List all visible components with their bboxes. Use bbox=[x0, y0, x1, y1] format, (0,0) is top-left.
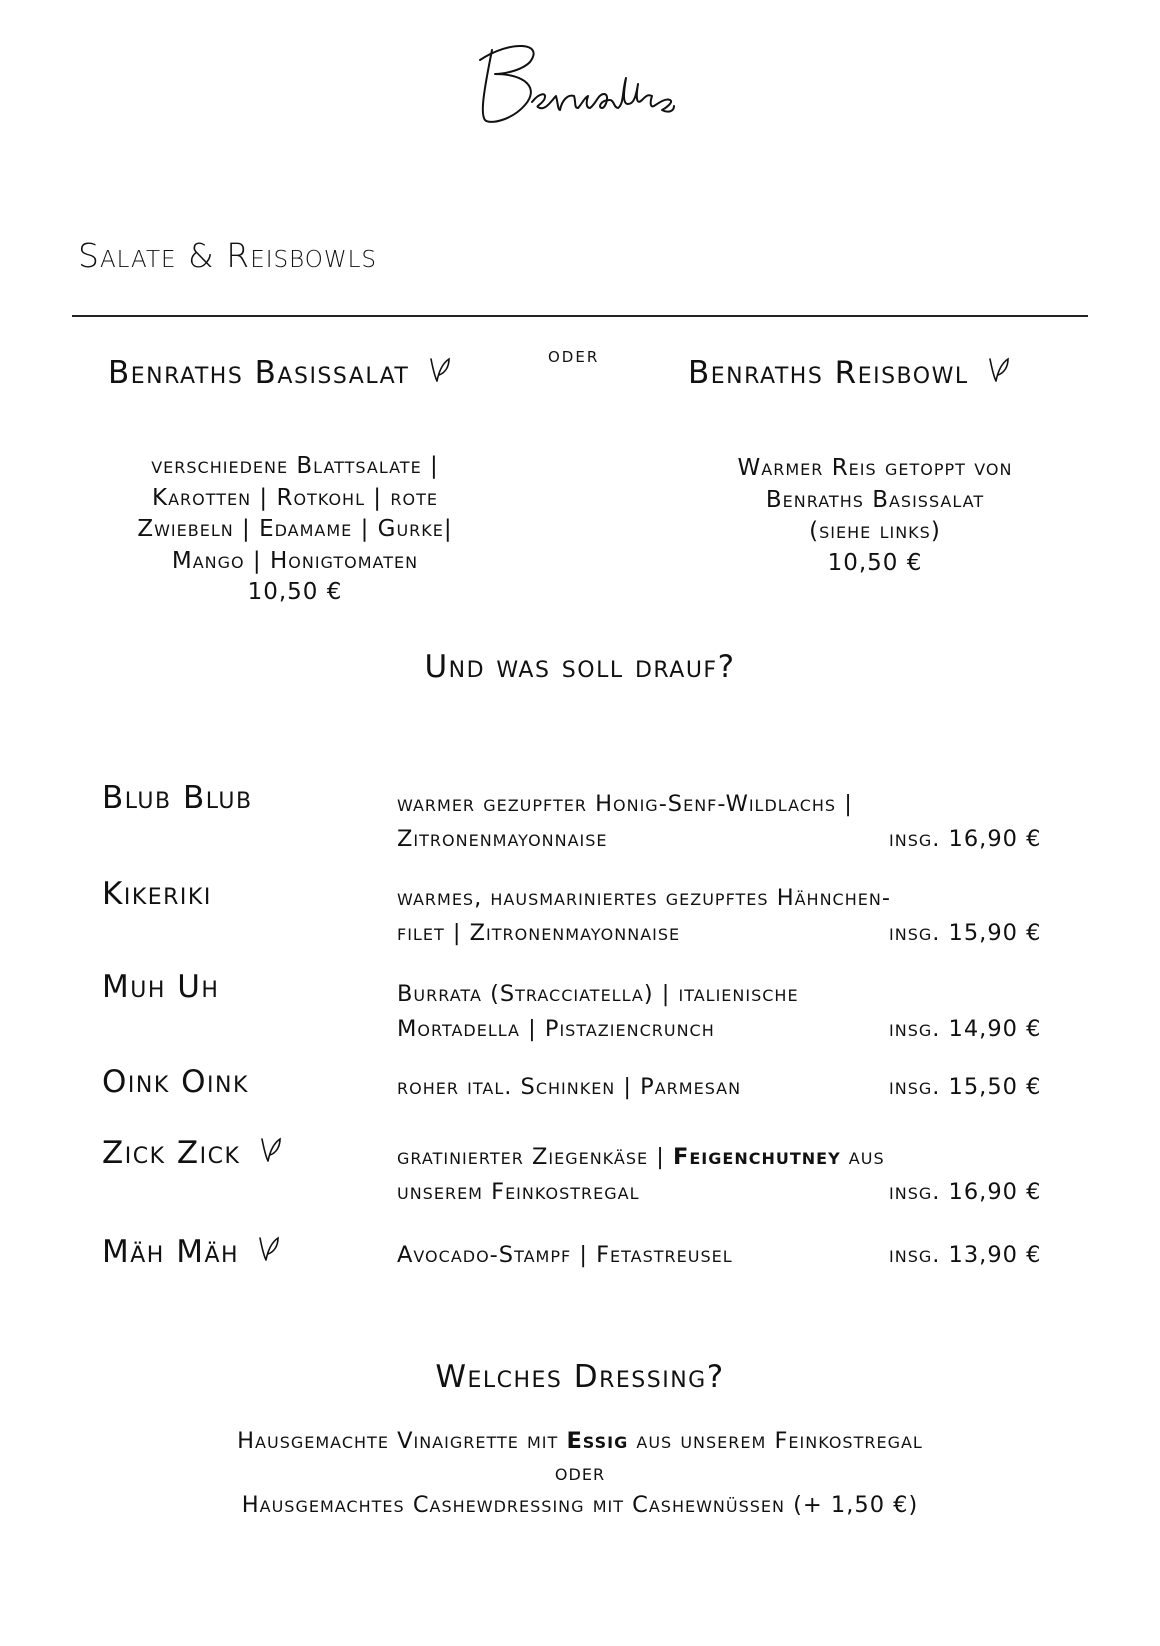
divider bbox=[72, 315, 1088, 317]
topping-title bbox=[102, 1133, 284, 1171]
description-line: Karotten | Rotkohl | rote bbox=[152, 484, 438, 511]
topping-line-text: filet | Zitronenmayonnaise bbox=[397, 920, 681, 946]
topping-name: Zick Zick bbox=[102, 1135, 241, 1171]
topping-price: insg. 14,90 € bbox=[889, 1016, 1042, 1042]
topping-line: warmes, hausmariniertes gezupftes Hähnchen- bbox=[397, 885, 891, 911]
topping-price: insg. 13,90 € bbox=[889, 1242, 1042, 1268]
dressing-separator: oder bbox=[554, 1460, 606, 1486]
topping-line-bold: Feigenchutney bbox=[673, 1144, 841, 1170]
description-line: (siehe links) bbox=[809, 518, 941, 544]
description-line: Zwiebeln | Edamame | Gurke| bbox=[137, 516, 453, 542]
topping-line-text: Avocado-Stampf | Fetastreusel bbox=[397, 1242, 733, 1268]
toppings-title: Und was soll drauf? bbox=[424, 649, 736, 685]
dressing-title: Welches Dressing? bbox=[435, 1359, 725, 1395]
topping-line-text: gratinierter Ziegenkäse | bbox=[397, 1144, 673, 1170]
topping-price: insg. 15,50 € bbox=[889, 1074, 1042, 1100]
basissalat-description bbox=[100, 451, 490, 609]
topping-line bbox=[397, 916, 1042, 951]
topping-line-text: roher ital. Schinken | Parmesan bbox=[397, 1074, 742, 1100]
vegetarian-leaf-icon bbox=[425, 353, 453, 385]
topping-line-text: unserem Feinkostregal bbox=[397, 1179, 640, 1205]
topping-line bbox=[397, 822, 1042, 857]
topping-line bbox=[397, 1070, 1042, 1105]
topping-description bbox=[397, 787, 1042, 857]
description-line: Warmer Reis getoppt von bbox=[737, 455, 1013, 481]
topping-name: Blub Blub bbox=[102, 780, 253, 816]
dressing-text: aus unserem Feinkostregal bbox=[628, 1428, 923, 1454]
vegetarian-leaf-icon bbox=[984, 353, 1012, 385]
dressing-option bbox=[0, 1425, 1160, 1457]
basissalat-name: Benraths Basissalat bbox=[108, 355, 410, 391]
topping-description bbox=[397, 1238, 1042, 1273]
topping-description bbox=[397, 1070, 1042, 1105]
bases-separator: oder bbox=[548, 343, 600, 368]
dressing-option: Hausgemachtes Cashewdressing mit Cashewnüssen (+ 1,50 €) bbox=[241, 1492, 919, 1518]
topping-line bbox=[397, 1140, 1037, 1175]
topping-line-text: aus bbox=[840, 1144, 885, 1170]
topping-name: Muh Uh bbox=[102, 969, 220, 1005]
section-title: Salate & Reisbowls bbox=[78, 236, 378, 275]
reisbowl-description bbox=[680, 453, 1070, 579]
basissalat-title bbox=[108, 353, 453, 391]
topping-name: Kikeriki bbox=[102, 876, 212, 912]
topping-price: insg. 16,90 € bbox=[889, 1179, 1042, 1205]
dressing-text: Hausgemachte Vinaigrette mit bbox=[237, 1428, 567, 1454]
topping-name: Mäh Mäh bbox=[102, 1234, 240, 1270]
reisbowl-price: 10,50 € bbox=[827, 549, 923, 576]
benraths-logo bbox=[470, 30, 690, 140]
reisbowl-title bbox=[688, 353, 1012, 391]
vegetarian-leaf-icon bbox=[254, 1232, 282, 1264]
topping-title bbox=[102, 1232, 282, 1270]
dressing-bold: Essig bbox=[566, 1428, 629, 1454]
description-line: Benraths Basissalat bbox=[765, 486, 985, 513]
reisbowl-name: Benraths Reisbowl bbox=[688, 355, 969, 391]
topping-price: insg. 16,90 € bbox=[889, 826, 1042, 852]
dressing-options bbox=[0, 1425, 1160, 1521]
topping-line bbox=[397, 1175, 1042, 1210]
topping-description bbox=[397, 1140, 1042, 1210]
vegetarian-leaf-icon bbox=[256, 1133, 284, 1165]
basissalat-price: 10,50 € bbox=[247, 579, 343, 605]
topping-description bbox=[397, 881, 1042, 951]
topping-price: insg. 15,90 € bbox=[889, 920, 1042, 946]
topping-line-text: Zitronenmayonnaise bbox=[397, 826, 608, 852]
topping-line-text: Mortadella | Pistaziencrunch bbox=[397, 1016, 715, 1042]
topping-description bbox=[397, 977, 1042, 1047]
description-line: Mango | Honigtomaten bbox=[171, 547, 419, 574]
topping-line bbox=[397, 1012, 1042, 1047]
topping-line bbox=[397, 1238, 1042, 1273]
description-line: verschiedene Blattsalate | bbox=[151, 453, 439, 479]
topping-line: warmer gezupfter Honig-Senf-Wildlachs | bbox=[397, 791, 853, 817]
topping-line: Burrata (Stracciatella) | italienische bbox=[397, 981, 799, 1007]
topping-name: Oink Oink bbox=[102, 1064, 249, 1100]
